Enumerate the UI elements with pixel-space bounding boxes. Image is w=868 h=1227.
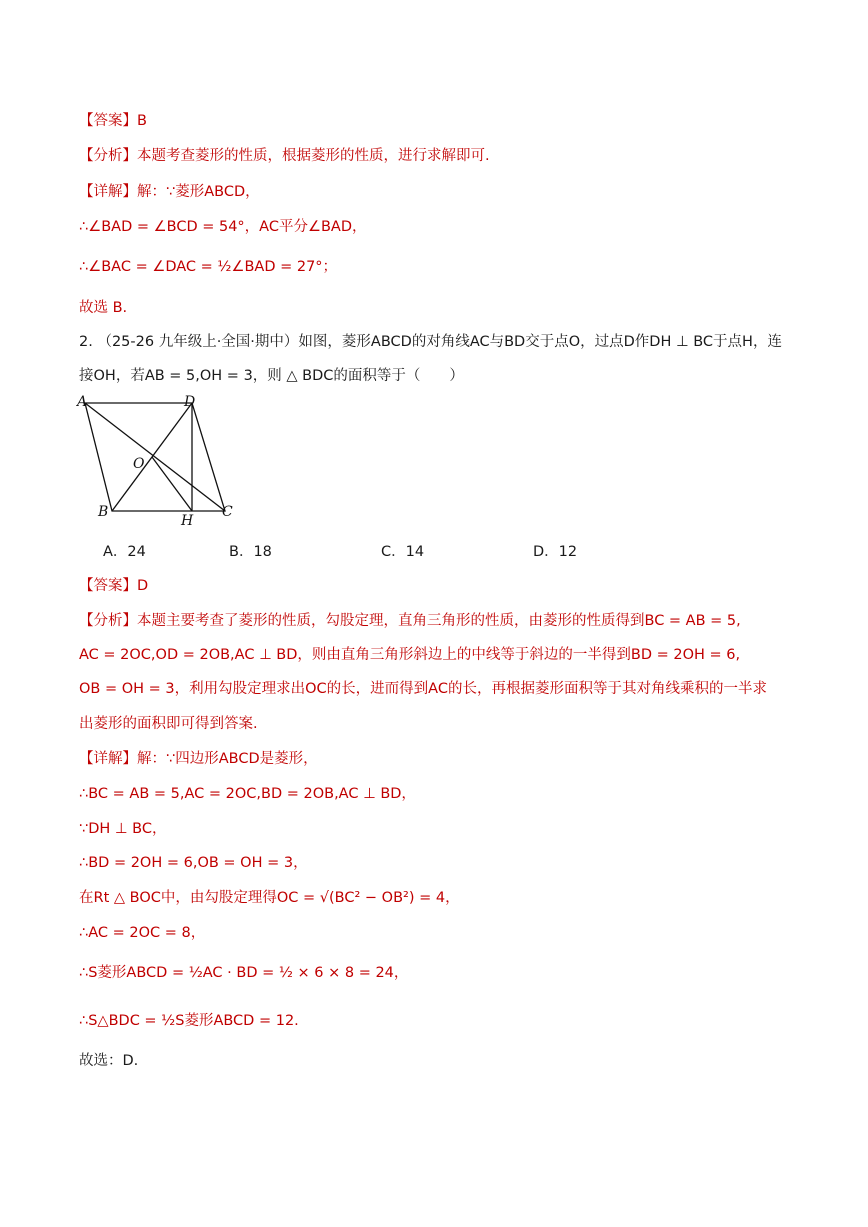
label-h: H [181,513,194,529]
choice-letter: D． [533,544,559,560]
label-o: O [133,456,145,472]
label-b: B [98,504,109,520]
solution-detail-line-1 [79,748,318,770]
label-d: D [184,394,196,410]
question-line-1 [79,331,782,353]
answer-value: B [137,113,147,129]
solution-detail-line-4: ∴BD = 2OH = 6,OB = OH = 3， [79,855,308,871]
prev-detail-line-2: ∴∠BAD = ∠BCD = 54°，AC平分∠BAD， [79,219,367,235]
label-a: A [77,394,88,410]
detail-tag: 【详解】 [79,751,137,767]
solution-analysis-line-4: 出菱形的面积即可得到答案. [79,716,258,732]
choice-letter: C． [381,544,406,560]
solution-conclusion: 故选：D. [79,1053,139,1069]
choice-d[interactable] [533,540,577,561]
solution-detail-line-6: ∴AC = 2OC = 8， [79,925,206,941]
question-number: 2. [79,334,93,350]
detail-text: 解：∵菱形ABCD， [137,184,260,200]
choice-value: 24 [127,544,146,560]
choice-value: 12 [558,544,578,560]
choice-letter: B． [229,544,254,560]
solution-detail-line-7: ∴S菱形ABCD = ½AC · BD = ½ × 6 × 8 = 24， [79,965,409,981]
choice-letter: A． [103,544,128,560]
prev-detail-line-3: ∴∠BAC = ∠DAC = ½∠BAD = 27°； [79,259,338,275]
choice-value: 14 [405,544,425,560]
analysis-tag: 【分析】 [79,148,137,164]
solution-analysis-line-2: AC = 2OC,OD = 2OB,AC ⊥ BD，则由直角三角形斜边上的中线等于斜边的一半得到BD = 2OH = 6, [79,647,741,663]
prev-analysis-line [79,145,490,167]
choice-value: 18 [253,544,272,560]
solution-detail-line-5: 在Rt △ BOC中，由勾股定理得OC = √(BC² − OB²) = 4， [79,890,460,906]
analysis-text: 本题主要考查了菱形的性质，勾股定理，直角三角形的性质，由菱形的性质得到BC = AB = 5, [137,613,741,629]
solution-analysis-line-1 [79,610,741,632]
rhombus-figure [76,392,246,532]
answer-tag: 【答案】 [79,578,137,594]
solution-detail-line-2: ∴BC = AB = 5,AC = 2OC,BD = 2OB,AC ⊥ BD， [79,786,416,802]
detail-tag: 【详解】 [79,184,137,200]
choice-b[interactable] [229,540,272,561]
solution-answer-line [79,575,148,597]
answer-tag: 【答案】 [79,113,137,129]
question-line-2: 接OH，若AB = 5,OH = 3，则 △ BDC的面积等于（ ） [79,368,464,384]
solution-analysis-line-3: OB = OH = 3，利用勾股定理求出OC的长，进而得到AC的长，再根据菱形面积等于其对角线乘积的一半求 [79,681,767,697]
solution-detail-line-3: ∵DH ⊥ BC， [79,821,167,837]
analysis-text: 本题考查菱形的性质，根据菱形的性质，进行求解即可. [137,148,490,164]
choice-c[interactable] [381,540,424,561]
detail-text: 解：∵四边形ABCD是菱形， [137,751,318,767]
choice-a[interactable] [103,540,146,561]
prev-answer-line [79,110,147,132]
question-text-1: 如图，菱形ABCD的对角线AC与BD交于点O，过点D作DH ⊥ BC于点H，连 [298,334,782,350]
prev-detail-line-1 [79,181,260,203]
analysis-tag: 【分析】 [79,613,137,629]
prev-conclusion: 故选 B. [79,300,128,316]
choices [103,540,603,562]
solution-detail-line-8: ∴S△BDC = ½S菱形ABCD = 12. [79,1013,299,1029]
diagonal-ac [85,403,225,511]
label-c: C [222,504,233,520]
question-source: （25-26 九年级上·全国·期中） [97,334,299,350]
segment-oh [152,457,192,511]
answer-value: D [137,578,149,594]
